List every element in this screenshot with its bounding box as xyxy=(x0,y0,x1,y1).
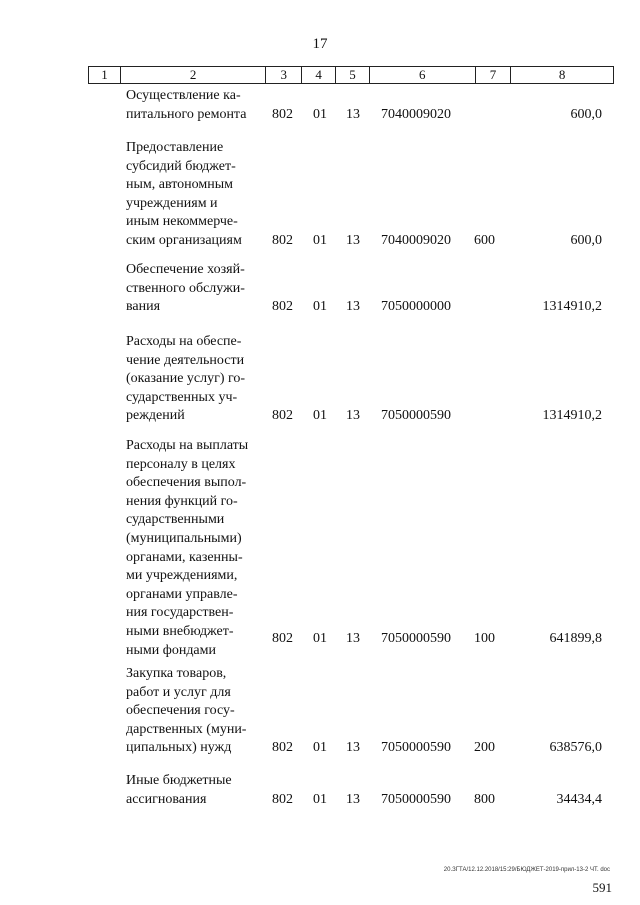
row-col-6: 7050000590 xyxy=(381,631,451,646)
header-col-1: 1 xyxy=(89,67,121,83)
row-col-3: 802 xyxy=(272,106,293,122)
row-col-4: 01 xyxy=(313,740,327,756)
row-col-6: 7050000590 xyxy=(381,791,451,807)
header-col-4: 4 xyxy=(302,67,336,83)
row-col-7: 600 xyxy=(474,233,495,248)
row-col-5: 13 xyxy=(346,740,360,756)
row-col-7: 800 xyxy=(474,791,495,807)
row-col-8: 1314910,2 xyxy=(542,299,602,315)
row-col-8: 600,0 xyxy=(570,233,602,248)
header-col-2: 2 xyxy=(121,67,266,83)
row-col-5: 13 xyxy=(346,791,360,807)
row-col-3: 802 xyxy=(272,631,293,646)
row-description: Расходы на выплаты персоналу в целях обеспечения выпол- нения функций го- сударственными (муниципальными) органами, казенны- ми учреждениями, органами управле- ния государствен- ными внебюджет- ными фондами xyxy=(126,438,249,658)
row-description: Осуществление ка- питального ремонта xyxy=(126,88,247,122)
row-description: Обеспечение хозяй- ственного обслужи- вания xyxy=(126,262,245,315)
table-header xyxy=(88,66,614,84)
row-description: Иные бюджетные ассигнования xyxy=(126,773,232,807)
row-col-8: 34434,4 xyxy=(556,791,602,807)
row-col-4: 01 xyxy=(313,631,327,646)
row-col-8: 1314910,2 xyxy=(542,408,602,424)
row-col-5: 13 xyxy=(346,631,360,646)
footer-page-number: 591 xyxy=(592,880,612,895)
row-description: Предоставление субсидий бюджет- ным, автономным учреждениям и иным некоммерче- ским организациям xyxy=(126,140,242,248)
row-col-3: 802 xyxy=(272,408,293,424)
row-col-6: 7050000590 xyxy=(381,740,451,756)
row-col-4: 01 xyxy=(313,299,327,315)
header-col-5: 5 xyxy=(336,67,370,83)
row-col-3: 802 xyxy=(272,299,293,315)
header-col-6: 6 xyxy=(370,67,476,83)
row-col-6: 7050000590 xyxy=(381,408,451,424)
row-description: Расходы на обеспе- чение деятельности (оказание услуг) го- сударственных уч- реждений xyxy=(126,334,246,424)
row-col-5: 13 xyxy=(346,233,360,248)
row-col-3: 802 xyxy=(272,740,293,756)
row-col-4: 01 xyxy=(313,106,327,122)
row-col-3: 802 xyxy=(272,791,293,807)
row-col-5: 13 xyxy=(346,106,360,122)
row-col-4: 01 xyxy=(313,791,327,807)
row-col-6: 7040009020 xyxy=(381,106,451,122)
row-description: Закупка товаров, работ и услуг для обеспечения госу- дарственных (муни- ципальных) нужд xyxy=(126,666,247,756)
header-col-7: 7 xyxy=(476,67,512,83)
header-col-3: 3 xyxy=(266,67,302,83)
row-col-4: 01 xyxy=(313,408,327,424)
header-col-8: 8 xyxy=(558,67,566,82)
row-col-6: 7040009020 xyxy=(381,233,451,248)
row-col-8: 641899,8 xyxy=(549,631,602,646)
row-col-3: 802 xyxy=(272,233,293,248)
row-col-7: 100 xyxy=(474,631,495,646)
row-col-7: 200 xyxy=(474,740,495,756)
row-col-8: 638576,0 xyxy=(549,740,602,756)
row-col-8: 600,0 xyxy=(570,106,602,122)
page-number: 17 xyxy=(312,36,328,52)
row-col-5: 13 xyxy=(346,408,360,424)
row-col-4: 01 xyxy=(313,233,327,248)
row-col-5: 13 xyxy=(346,299,360,315)
row-col-6: 7050000000 xyxy=(381,299,451,315)
footer-file-path: 20.ЗГТА/12.12.2018/15:29/БЮДЖЕТ-2019-прил-13-2 ЧТ. doc xyxy=(443,867,610,873)
